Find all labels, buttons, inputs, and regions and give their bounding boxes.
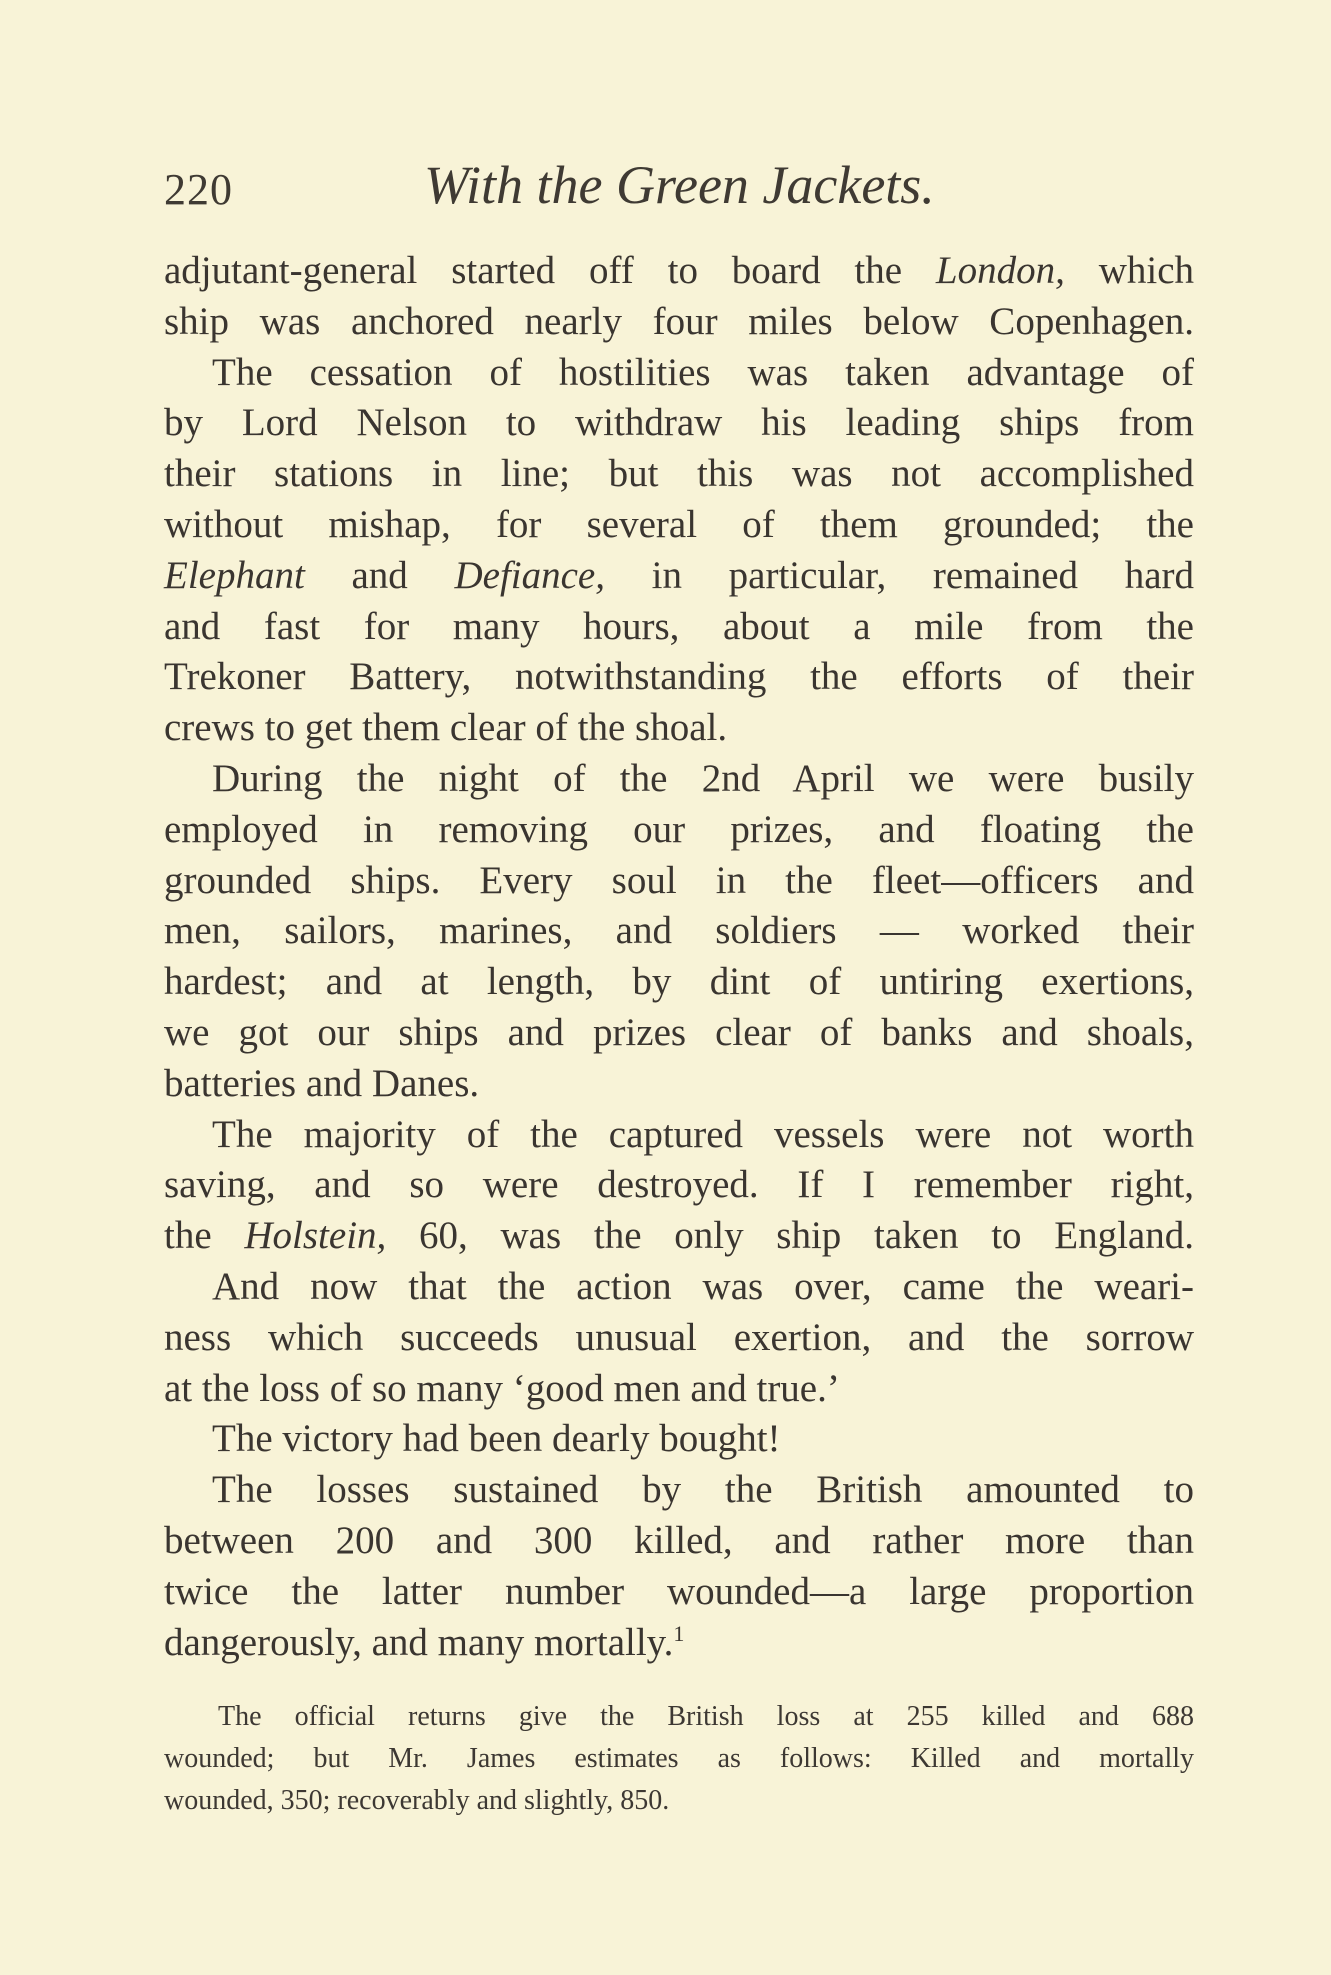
text-line: grounded ships. Every soul in the fleet—officers and <box>164 858 1194 902</box>
text-line: adjutant-general started off to board the London, which <box>164 249 1195 292</box>
text-line: ness which succeeds unusual exertion, and the sorrow <box>164 1315 1194 1359</box>
text-line: batteries and Danes. <box>164 1061 480 1105</box>
paragraph-start-line: And now that the action was over, came the weari- <box>212 1264 1194 1308</box>
text-line: saving, and so were destroyed. If I remember right, <box>164 1163 1194 1207</box>
footnote-line: wounded, 350; recoverably and slightly, 850. <box>164 1785 670 1816</box>
text-line: we got our ships and prizes clear of banks and shoals, <box>164 1010 1194 1054</box>
text-line: employed in removing our prizes, and floating the <box>164 807 1194 851</box>
paragraph-start-line: The victory had been dearly bought! <box>212 1417 781 1461</box>
text-line: their stations in line; but this was not accomplished <box>164 452 1194 496</box>
paragraph-start-line: During the night of the 2nd April we were busily <box>212 756 1194 800</box>
body-text <box>164 246 1194 1668</box>
text-line: Elephant and Defiance, in particular, remained hard <box>164 553 1194 597</box>
text-line: between 200 and 300 killed, and rather more than <box>164 1518 1194 1562</box>
text-line: the Holstein, 60, was the only ship taken to England. <box>164 1214 1194 1258</box>
footnote-marker: 1 <box>673 1620 685 1646</box>
footnote-line: The official returns give the British loss at 255 killed and 688 <box>218 1701 1194 1732</box>
page-number: 220 <box>164 165 233 214</box>
text-line: Trekoner Battery, notwithstanding the efforts of their <box>164 655 1194 699</box>
text-line: without mishap, for several of them grounded; the <box>164 502 1194 546</box>
paragraph-start-line: The cessation of hostilities was taken advantage of <box>212 350 1194 394</box>
text-line: dangerously, and many mortally.$^1$ <box>164 1620 685 1664</box>
text-line: by Lord Nelson to withdraw his leading ships from <box>164 401 1194 445</box>
paragraph-start-line: The losses sustained by the British amounted to <box>212 1468 1194 1512</box>
text-line: hardest; and at length, by dint of untiring exertions, <box>164 960 1194 1004</box>
running-title: With the Green Jackets. <box>424 155 935 215</box>
footnote-line: wounded; but Mr. James estimates as follows: Killed and mortally <box>164 1743 1194 1774</box>
text-line: crews to get them clear of the shoal. <box>164 706 728 750</box>
paragraph-start-line: The majority of the captured vessels were not worth <box>212 1112 1194 1156</box>
footnote <box>164 1696 1194 1822</box>
page-header <box>164 148 944 218</box>
text-line: ship was anchored nearly four miles below Copenhagen. <box>164 299 1194 343</box>
text-line: at the loss of so many ‘good men and true.’ <box>164 1366 840 1410</box>
text-line: men, sailors, marines, and soldiers — worked their <box>164 909 1194 953</box>
text-line: and fast for many hours, about a mile from the <box>164 604 1194 648</box>
text-line: twice the latter number wounded—a large proportion <box>164 1569 1194 1613</box>
